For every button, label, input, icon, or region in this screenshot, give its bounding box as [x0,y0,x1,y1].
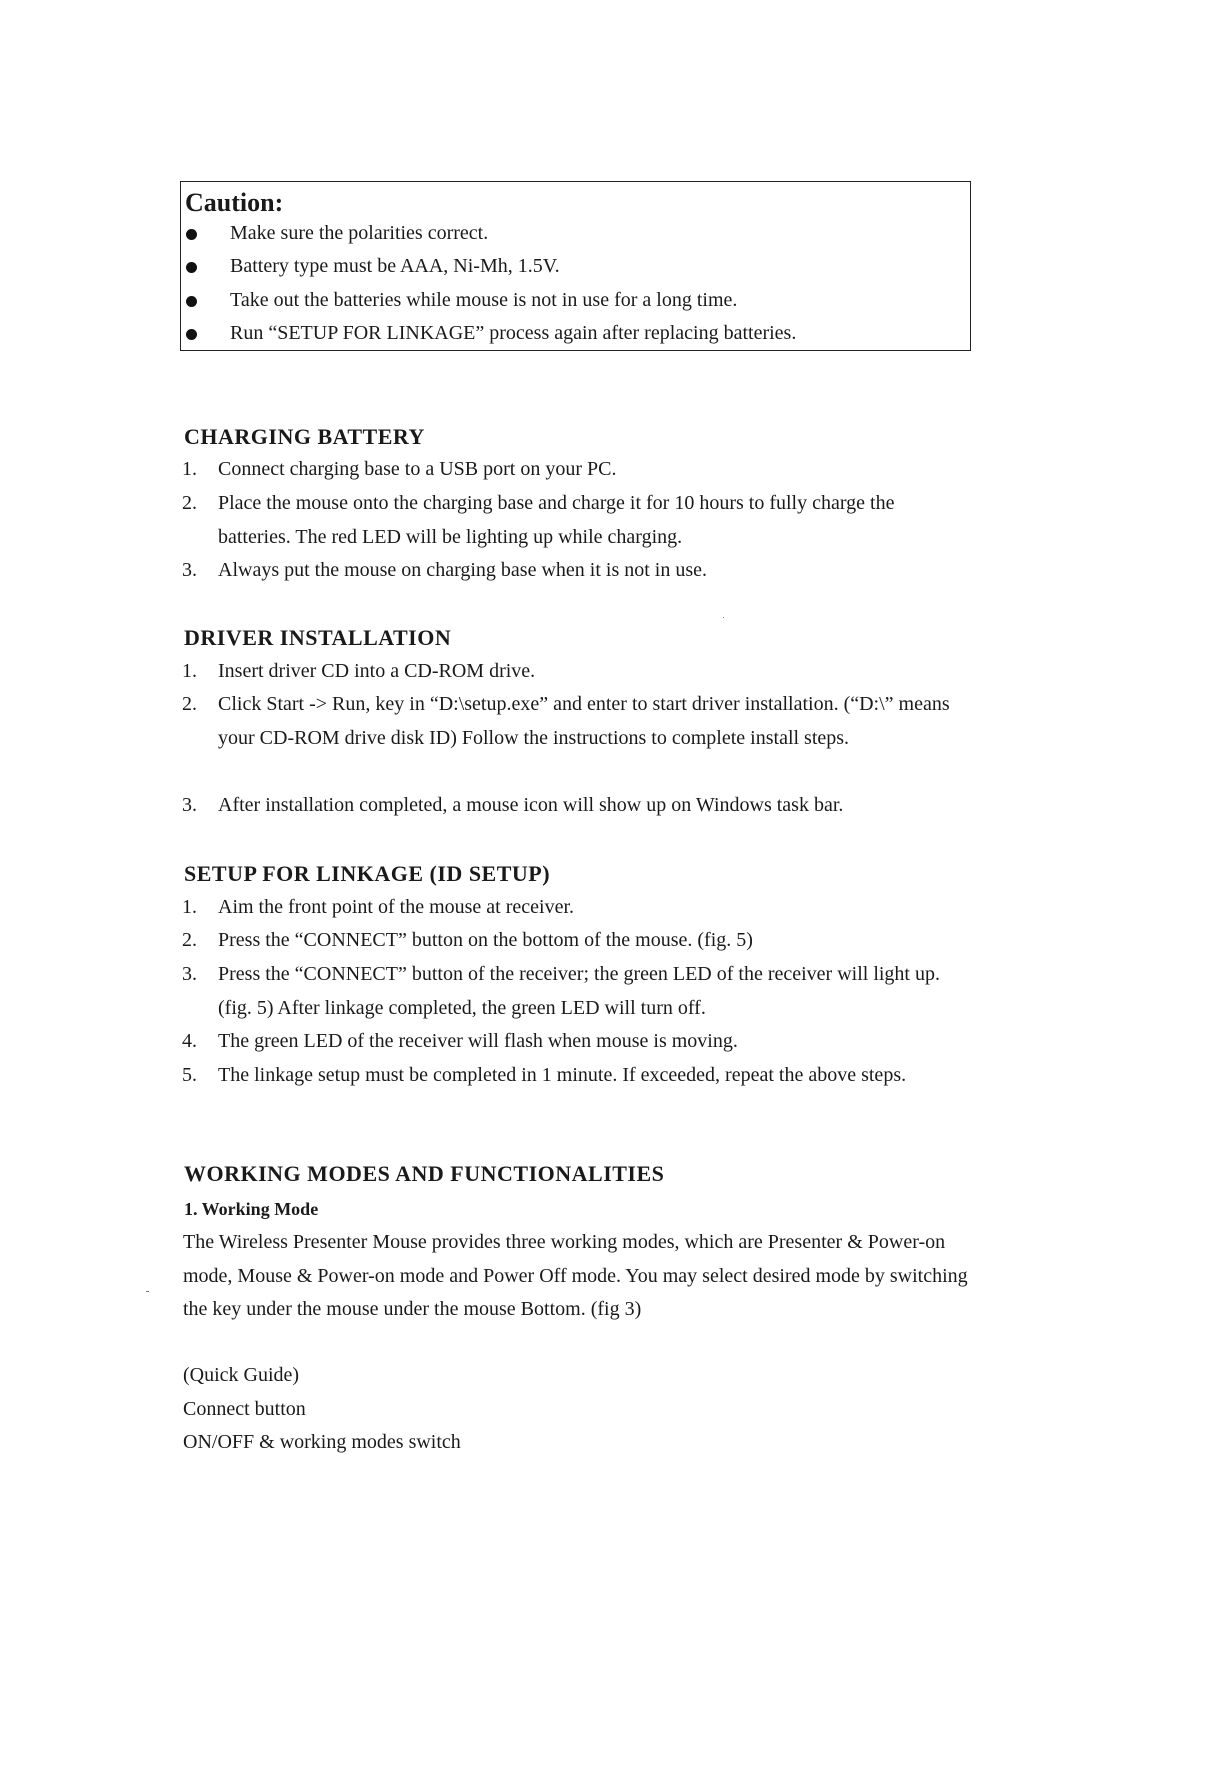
list-text: Always put the mouse on charging base when it is not in use. [218,559,708,581]
list-item [182,958,972,1025]
bullet-icon [186,262,197,273]
list-item [182,891,972,925]
list-text: Click Start -> Run, key in “D:\setup.exe” and enter to start driver installation. (“D:\” means your CD-ROM drive disk ID) Follow the instructions to complete install steps. [218,693,950,749]
scan-speck [146,1291,149,1292]
working-mode-subheading: 1. Working Mode [184,1199,319,1219]
caution-item [186,218,966,248]
list-text: The green LED of the receiver will flash when mouse is moving. [218,1030,738,1052]
connect-button-label: Connect button [183,1398,306,1420]
caution-item [186,251,966,281]
scan-speck [723,617,724,618]
caution-item [186,285,966,315]
bullet-icon [186,329,197,340]
charging-heading: CHARGING BATTERY [184,424,425,449]
list-text: Press the “CONNECT” button on the bottom of the mouse. (fig. 5) [218,929,753,951]
list-number: 2. [182,492,197,514]
list-text: Insert driver CD into a CD-ROM drive. [218,660,536,682]
driver-heading: DRIVER INSTALLATION [184,625,452,650]
list-number: 3. [182,794,197,816]
list-number: 5. [182,1064,197,1086]
list-number: 2. [182,693,197,715]
list-item [182,453,972,487]
caution-item-text: Make sure the polarities correct. [230,222,489,244]
list-number: 1. [182,896,197,918]
caution-item [186,318,966,348]
list-number: 3. [182,559,197,581]
list-item [182,1025,972,1059]
list-number: 4. [182,1030,197,1052]
list-item [182,1059,972,1093]
caution-item-text: Battery type must be AAA, Ni-Mh, 1.5V. [230,255,560,277]
bullet-icon [186,296,197,307]
caution-item-text: Take out the batteries while mouse is not in use for a long time. [230,289,738,311]
list-number: 1. [182,660,197,682]
working-mode-paragraph: The Wireless Presenter Mouse provides three working modes, which are Presenter & Power-on mode, Mouse & Power-on mode and Power Off mode. You may select desired mode by switching the key under the mouse under the mouse Bottom. (fig 3) [183,1231,968,1320]
list-text: After installation completed, a mouse icon will show up on Windows task bar. [218,794,844,816]
quick-guide-label: (Quick Guide) [183,1364,300,1386]
list-text: The linkage setup must be completed in 1 minute. If exceeded, repeat the above steps. [218,1064,907,1086]
list-text: Connect charging base to a USB port on your PC. [218,458,617,480]
list-item [182,554,972,588]
bullet-icon [186,229,197,240]
caution-item-text: Run “SETUP FOR LINKAGE” process again after replacing batteries. [230,322,797,344]
list-item [182,924,972,958]
list-text: Aim the front point of the mouse at receiver. [218,896,575,918]
caution-title: Caution: [185,188,284,217]
list-item [182,487,972,554]
list-number: 1. [182,458,197,480]
list-item [182,688,972,755]
list-item [182,655,972,689]
switch-label: ON/OFF & working modes switch [183,1431,461,1453]
linkage-heading: SETUP FOR LINKAGE (ID SETUP) [184,861,551,886]
list-number: 2. [182,929,197,951]
list-text: Place the mouse onto the charging base and charge it for 10 hours to fully charge the batteries. The red LED will be lighting up while charging. [218,492,895,548]
list-item [182,789,972,823]
working-heading: WORKING MODES AND FUNCTIONALITIES [184,1161,665,1186]
list-number: 3. [182,963,197,985]
list-text: Press the “CONNECT” button of the receiver; the green LED of the receiver will light up. (fig. 5) After linkage completed, the green LED will turn off. [218,963,940,1019]
